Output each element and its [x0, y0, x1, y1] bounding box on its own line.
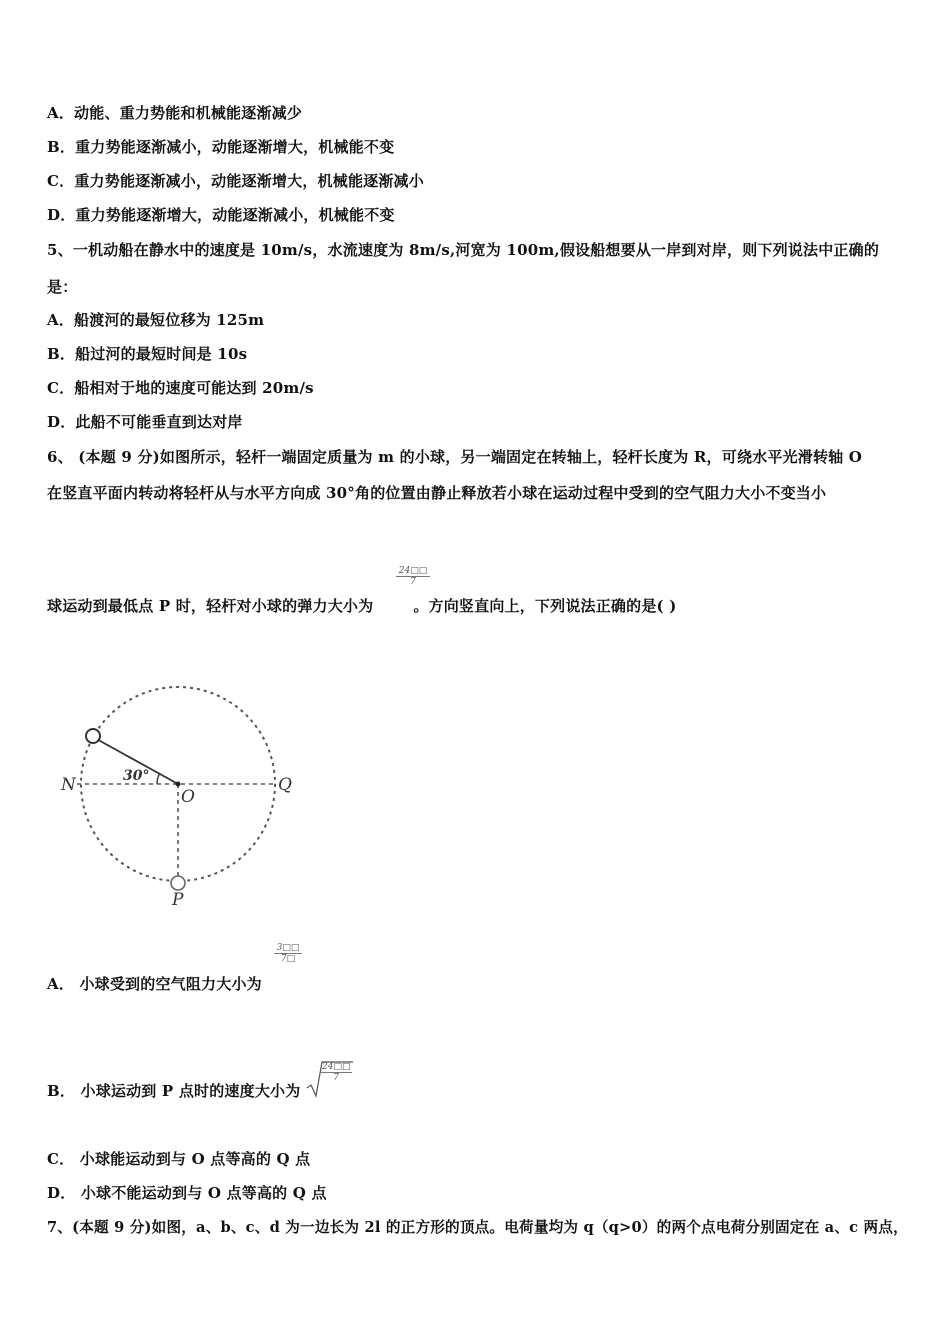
q5-stem-line2: 是： — [47, 278, 78, 296]
ball-start — [86, 729, 100, 743]
q6-option-c: C． 小球能运动到与 O 点等高的 Q 点 — [47, 1150, 311, 1168]
q6-stem-line3-part2: 。方向竖直向上，下列说法正确的是( ) — [413, 597, 677, 615]
label-q: Q — [278, 775, 292, 795]
label-o: O — [181, 787, 195, 807]
q4-option-b: B．重力势能逐渐减小，动能逐渐增大，机械能不变 — [47, 138, 395, 156]
pivot-point — [176, 782, 181, 787]
q4-option-d: D．重力势能逐渐增大，动能逐渐减小，机械能不变 — [47, 206, 395, 224]
fraction-numerator: 24□□ — [322, 1062, 351, 1072]
angle-arc — [157, 773, 160, 784]
q4-option-a: A．动能、重力势能和机械能逐渐减少 — [47, 104, 303, 122]
pendulum-figure — [55, 680, 305, 910]
q6-stem-line1: 6、 (本题 9 分)如图所示，轻杆一端固定质量为 m 的小球，另一端固定在转轴上，轻杆长度为 R，可绕水平光滑转轴 O — [47, 448, 863, 466]
q6-option-d: D． 小球不能运动到与 O 点等高的 Q 点 — [47, 1184, 327, 1202]
ball-lowest-point — [171, 876, 185, 890]
q5-option-a: A．船渡河的最短位移为 125m — [47, 311, 265, 329]
q6-option-a: A． 小球受到的空气阻力大小为 — [47, 975, 262, 993]
label-p: P — [172, 890, 184, 910]
label-angle: 30° — [123, 768, 150, 784]
q6-stem-line2: 在竖直平面内转动将轻杆从与水平方向成 30°角的位置由静止释放若小球在运动过程中受到的空气阻力大小不变当小 — [47, 484, 827, 502]
q7-stem-line1: 7、(本题 9 分)如图，a、b、c、d 为一边长为 2l 的正方形的顶点。电荷量均为 q（q>0）的两个点电荷分别固定在 a、c 两点， — [47, 1219, 908, 1236]
q6-option-a-fraction — [274, 943, 302, 964]
q5-option-d: D．此船不可能垂直到达对岸 — [47, 413, 243, 431]
q5-option-b: B．船过河的最短时间是 10s — [47, 345, 248, 363]
label-n: N — [61, 775, 76, 795]
fraction-denominator: 7 — [410, 577, 416, 587]
q6-force-fraction — [396, 566, 430, 587]
q5-option-c: C．船相对于地的速度可能达到 20m/s — [47, 379, 314, 397]
fraction-numerator: 3□□ — [274, 943, 302, 954]
q6-option-b: B． 小球运动到 P 点时的速度大小为 — [47, 1082, 301, 1100]
q6-option-b-fraction — [320, 1062, 352, 1083]
fraction-denominator: 7□ — [280, 954, 296, 964]
q5-stem-line1: 5、一机动船在静水中的速度是 10m/s，水流速度为 8m/s,河宽为 100m,假设船想要从一岸到对岸，则下列说法中正确的 — [47, 241, 880, 259]
fraction-denominator: 7 — [333, 1073, 339, 1083]
fraction-numerator: 24□□ — [396, 566, 430, 577]
q4-option-c: C．重力势能逐渐减小，动能逐渐增大，机械能逐渐减小 — [47, 172, 424, 190]
q6-stem-line3-part1: 球运动到最低点 P 时，轻杆对小球的弹力大小为 — [47, 597, 374, 615]
q6-stem-line3 — [47, 595, 677, 616]
